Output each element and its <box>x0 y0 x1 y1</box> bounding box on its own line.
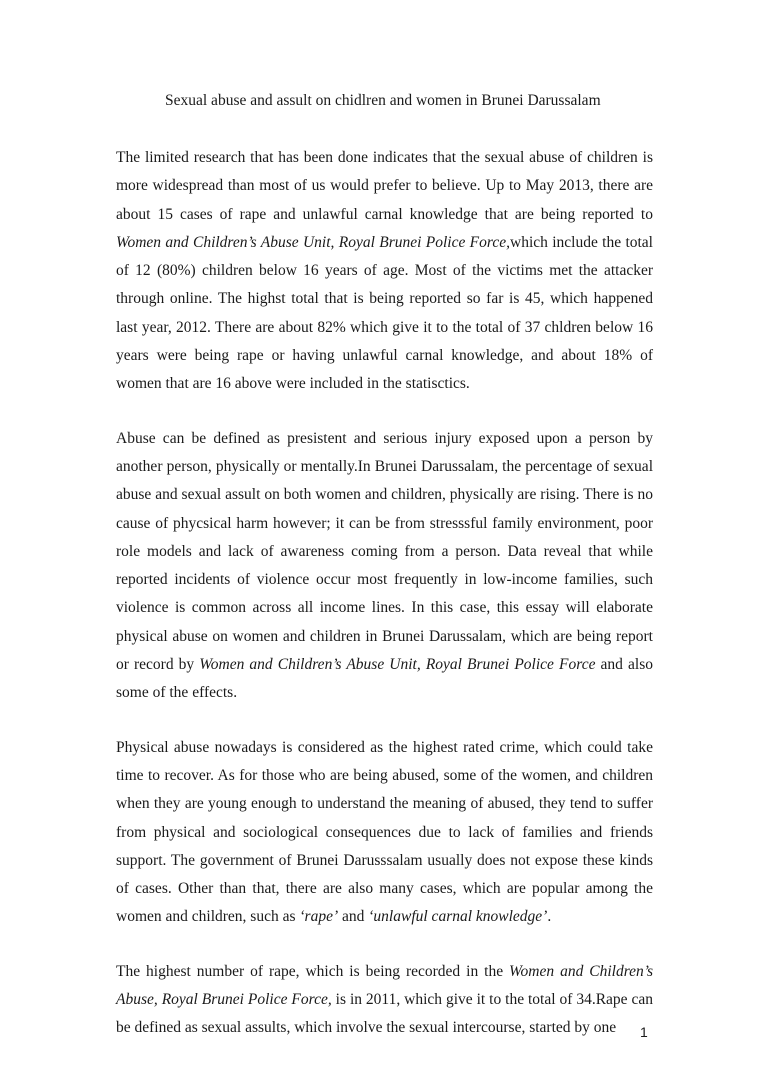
paragraph-text: is in 2011, which give it to the total of 34.Rape can be defined as sexual assults, which involve the sexual intercourse, started by one <box>116 991 653 1037</box>
paragraph-definition <box>116 425 653 708</box>
paragraph-rape <box>116 958 653 1043</box>
agency-name-italic: Women and Children’s Abuse Unit, Royal Brunei Police Force <box>199 656 596 674</box>
paragraph-text: . <box>547 908 552 926</box>
paragraph-text: The limited research that has been done indicates that the sexual abuse of children is more widespread than most of us would prefer to believe. Up to May 2013, there are about 15 cases of rape and unlawful carnal knowledge that are being reported to <box>116 149 653 223</box>
paragraph-text: and <box>338 908 369 926</box>
paragraph-text: Physical abuse nowadays is considered as the highest rated crime, which could take time to recover. As for those who are being abused, some of the women, and children when they are young enough to understand the meaning of abused, they tend to suffer from physical and sociological consequences due to lack of families and friends support. The government of Brunei Darusssalam usually does not expose these kinds of cases. Other than that, there are also many cases, which are popular among the women and children, such as <box>116 738 653 926</box>
paragraph-text: and also some of the effects. <box>116 656 653 702</box>
page-number: 1 <box>640 1024 648 1040</box>
paragraph-text: The highest number of rape, which is being recorded in the <box>116 962 510 980</box>
paragraph-text: Abuse can be defined as presistent and serious injury exposed upon a person by another person, physically or mentally.In Brunei Darussalam, the percentage of sexual abuse and sexual assult on both women and children, physically are rising. There is no cause of phycsical harm however; it can be from stresssful family environment, poor role models and lack of awareness coming from a person. Data reveal that while reported incidents of violence occur most frequently in low-income families, such violence is common across all income lines. In this case, this essay will elaborate physical abuse on women and children in Brunei Darussalam, which are being report or record by <box>116 429 653 674</box>
agency-name-italic: Women and Children’s Abuse Unit, Royal Brunei Police Force, <box>116 233 510 251</box>
agency-name-italic: Women and Children’s Abuse, Royal Brunei Police Force, <box>116 962 654 1009</box>
paragraph-statistics <box>116 144 653 399</box>
term-italic: ‘unlawful carnal knowledge’ <box>368 908 548 926</box>
document-body <box>116 144 653 1069</box>
paragraph-text: which include the total of 12 (80%) children below 16 years of age. Most of the victims met the attacker through online. The highst total that is being reported so far is 45, which happened last year, 2012. There are about 82% which give it to the total of 37 chldren below 16 years were being rape or having unlawful carnal knowledge, and about 18% of women that are 16 above were included in the statisctics. <box>116 233 653 393</box>
document-title: Sexual abuse and assult on chidlren and women in Brunei Darussalam <box>165 92 601 109</box>
term-italic: ‘rape’ <box>299 908 339 926</box>
paragraph-physical-abuse <box>116 734 653 932</box>
